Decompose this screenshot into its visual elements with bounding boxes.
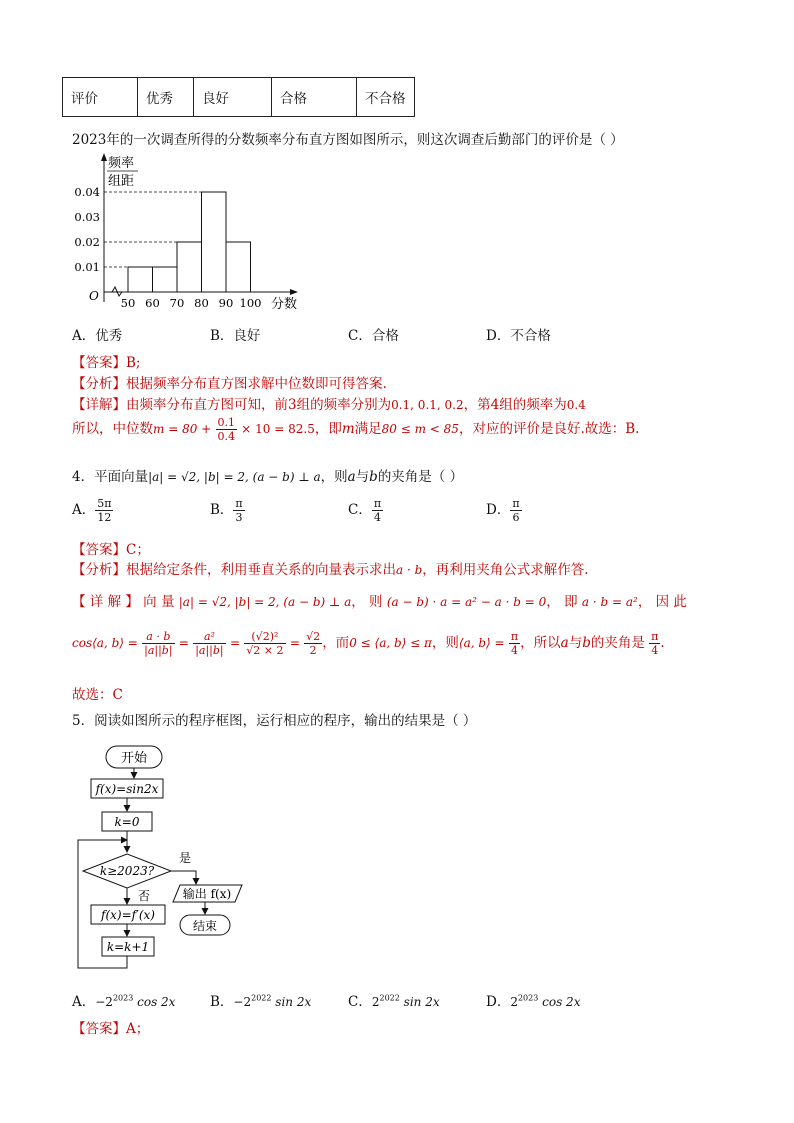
detail-math: 0.4 — [566, 398, 586, 412]
histogram-bar-70-80 — [177, 242, 202, 292]
fraction-numerator: π — [512, 497, 520, 510]
table-cell: 优秀 — [138, 78, 194, 117]
option-label: A． — [72, 994, 96, 1010]
fraction — [509, 630, 520, 657]
option-math: sin 2x — [399, 995, 440, 1009]
equals-sign: = — [178, 636, 189, 650]
detail-math: b — [582, 635, 591, 651]
question-5-stem: 5．阅读如图所示的程序框图，运行相应的程序，输出的结果是（ ） — [72, 713, 477, 729]
analysis-text: 根据频率分布直方图求解中位数即可得答案. — [126, 376, 387, 392]
detail-text: ， 即 — [546, 594, 578, 610]
equals-sign: = — [229, 636, 240, 650]
fraction-numerator: π — [510, 630, 519, 643]
detail-text: ，则 — [431, 635, 459, 651]
detail-math: |a| = √2, |b| = 2, (a − b) ⊥ a — [178, 595, 352, 609]
q4-option-d — [486, 497, 522, 524]
x-tick-label: 70 — [169, 296, 185, 310]
detail-text: 向 量 — [143, 594, 175, 610]
detail-math: m — [341, 421, 355, 437]
y-label-top: 频率 — [108, 156, 135, 171]
option-label: B． — [210, 994, 234, 1010]
fraction — [142, 630, 174, 657]
flow-no-label: 否 — [138, 889, 151, 903]
flow-end-label: 结束 — [192, 919, 218, 933]
stem-text: ，则 — [320, 469, 348, 485]
q5-option-c — [348, 990, 440, 1010]
flow-yes-label: 是 — [179, 851, 192, 865]
detail-math: cos⟨a, b⟩ = — [72, 636, 138, 650]
fraction-denominator: |a||b| — [144, 644, 173, 657]
q5-option-d — [486, 990, 580, 1010]
flow-start-label: 开始 — [120, 751, 148, 766]
histogram-bar-80-90 — [202, 192, 227, 292]
q4-answer — [72, 538, 150, 558]
table-cell: 评价 — [63, 78, 138, 117]
answer-value: B; — [126, 355, 141, 371]
q3-answer — [72, 351, 140, 371]
fraction — [216, 416, 238, 443]
detail-math: 0.1, 0.1, 0.2 — [391, 398, 464, 412]
x-tick-label: 50 — [120, 296, 136, 310]
option-math: −2 — [95, 995, 113, 1009]
fraction-numerator: a · b — [142, 630, 174, 644]
q3-option-c: C．合格 — [348, 328, 399, 344]
flow-define-f-label: f(x)=sin2x — [95, 782, 159, 796]
q3-option-d: D．不合格 — [486, 328, 551, 344]
flow-increment-label: k=k+1 — [106, 940, 150, 954]
fraction — [304, 630, 322, 657]
q3-analysis — [72, 372, 387, 392]
option-exponent: 2022 — [379, 993, 400, 1003]
origin-label: O — [89, 289, 99, 303]
option-math: −2 — [233, 995, 252, 1009]
q3-detail-line-1 — [72, 393, 586, 413]
q5-answer — [72, 1017, 149, 1037]
analysis-math: a · b — [396, 563, 423, 577]
fraction-numerator: π — [373, 497, 382, 510]
fraction — [510, 497, 521, 524]
fraction-numerator: a² — [193, 630, 225, 644]
detail-text: ，所以 — [520, 635, 561, 651]
option-math: sin 2x — [271, 995, 312, 1009]
detail-text: 组的频率分别为 — [296, 397, 392, 413]
y-label-bottom: 组距 — [108, 174, 135, 189]
y-tick-label: 0.01 — [74, 260, 100, 274]
answer-value: A； — [126, 1021, 150, 1037]
q5-option-b — [210, 990, 311, 1010]
detail-text: ，第 — [463, 397, 491, 413]
stem-math: a — [347, 469, 356, 485]
option-label: C． — [348, 994, 372, 1010]
option-math: 2 — [510, 995, 518, 1009]
detail-text: ，即 — [314, 421, 342, 437]
flow-arrow-yes — [171, 871, 196, 884]
q5-option-a — [72, 990, 175, 1010]
q3-option-a: A．优秀 — [72, 328, 123, 344]
fraction-denominator: 4 — [373, 511, 381, 524]
table-row — [63, 78, 415, 117]
fraction-numerator: 0.1 — [217, 416, 235, 429]
question-4-stem — [72, 465, 463, 485]
q4-detail-line-2 — [72, 630, 665, 657]
q3-option-b: B．良好 — [210, 328, 261, 344]
analysis-label: 【分析】 — [72, 376, 126, 392]
fraction — [95, 497, 113, 524]
option-label: A． — [72, 502, 96, 518]
question-3-stem: 2023年的一次调查所得的分数频率分布直方图如图所示，则这次调查后勤部门的评价是（ ） — [72, 132, 624, 148]
q4-analysis — [72, 558, 589, 578]
detail-math: 0 ≤ ⟨a, b⟩ ≤ π — [349, 636, 432, 650]
detail-math: 80 ≤ m < 85 — [381, 422, 459, 436]
detail-text: 3 — [288, 397, 297, 413]
option-exponent: 2023 — [517, 993, 539, 1003]
fraction-denominator: 2 — [309, 644, 317, 657]
q4-option-a — [72, 497, 113, 524]
flowchart — [72, 740, 262, 976]
q3-detail-line-2 — [72, 416, 639, 443]
detail-text: 所以，中位数 — [72, 421, 153, 437]
analysis-text: 根据给定条件，利用垂直关系的向量表示求出 — [126, 562, 396, 578]
option-math: cos 2x — [133, 995, 176, 1009]
x-tick-label: 80 — [194, 296, 209, 310]
x-tick-label: 90 — [218, 296, 234, 310]
detail-label: 【详解】 — [72, 397, 126, 413]
grade-table — [62, 77, 415, 117]
option-label: D． — [486, 502, 511, 518]
y-tick-label: 0.02 — [74, 235, 100, 249]
flow-condition-label: k≥2023? — [99, 864, 155, 878]
detail-math: ⟨a, b⟩ = — [458, 636, 505, 650]
flow-derivative-label: f(x)=f′(x) — [101, 908, 155, 922]
detail-text: 组的频率为 — [499, 397, 567, 413]
fraction-denominator: |a||b| — [195, 644, 224, 657]
fraction-denominator: √2 × 2 — [246, 644, 284, 657]
detail-text: ，而 — [322, 635, 350, 651]
option-math: cos 2x — [538, 995, 581, 1009]
answer-label: 【答案】 — [72, 355, 126, 371]
detail-math: (a − b) · a = a² − a · b = 0 — [386, 595, 547, 609]
stem-text: 与 — [355, 469, 370, 485]
detail-text: ，对应的评价是良好.故选：B. — [458, 421, 640, 437]
fraction-denominator: 4 — [511, 644, 519, 657]
option-label: B． — [210, 502, 234, 518]
fraction — [193, 630, 225, 657]
detail-math: a · b = a² — [581, 595, 638, 609]
option-exponent: 2022 — [251, 993, 272, 1003]
table-cell: 合格 — [272, 78, 357, 117]
q4-option-c — [348, 497, 383, 524]
flow-k-init-label: k=0 — [114, 815, 140, 829]
fraction-denominator: 4 — [651, 644, 659, 657]
histogram-bar-60-70 — [153, 267, 178, 292]
detail-text: 满足 — [354, 421, 382, 437]
fraction-denominator: 6 — [512, 511, 520, 524]
fraction — [233, 497, 244, 524]
fraction-numerator: π — [651, 630, 659, 643]
x-axis-arrow — [290, 289, 298, 295]
detail-label: 【 详 解 】 — [72, 594, 139, 610]
flow-output-label: 输出 f(x) — [182, 887, 232, 901]
detail-math: a — [560, 635, 569, 651]
stem-text: 的夹角是（ ） — [377, 469, 464, 485]
table-cell: 良好 — [194, 78, 272, 117]
detail-math: m = 80 + — [153, 422, 212, 436]
fraction-denominator: 0.4 — [217, 430, 235, 443]
detail-text: 4 — [490, 397, 500, 413]
answer-value: C； — [126, 542, 150, 558]
answer-label: 【答案】 — [72, 542, 126, 558]
q4-choose: 故选：C — [72, 687, 123, 703]
detail-text: 的夹角是 — [590, 635, 645, 651]
option-label: C． — [348, 502, 372, 518]
analysis-text: ，再利用夹角公式求解作答. — [422, 562, 589, 578]
analysis-label: 【分析】 — [72, 562, 126, 578]
fraction-numerator: π — [235, 497, 243, 510]
option-label: D． — [486, 994, 511, 1010]
fraction-numerator: 5π — [97, 497, 112, 510]
histogram-chart — [74, 150, 320, 315]
option-math: 2 — [371, 995, 380, 1009]
option-exponent: 2023 — [112, 993, 134, 1003]
y-tick-label: 0.04 — [74, 185, 100, 199]
x-tick-label: 60 — [145, 296, 160, 310]
stem-math: |a| = √2, |b| = 2, (a − b) ⊥ a — [148, 470, 321, 484]
stem-text: 4．平面向量 — [72, 469, 149, 485]
fraction — [649, 630, 660, 657]
fraction-denominator: 3 — [235, 511, 243, 524]
x-axis-label: 分数 — [271, 297, 298, 312]
detail-text: ， 则 — [351, 594, 383, 610]
fraction — [244, 630, 285, 657]
y-tick-label: 0.03 — [74, 210, 100, 224]
answer-label: 【答案】 — [72, 1021, 126, 1037]
detail-text: 由频率分布直方图可知，前 — [126, 397, 288, 413]
q4-detail-line-1 — [72, 590, 732, 610]
detail-text: . — [660, 635, 665, 651]
fraction — [372, 497, 383, 524]
table-cell: 不合格 — [357, 78, 415, 117]
histogram-bar-50-60 — [128, 267, 153, 292]
fraction-numerator: (√2)² — [244, 630, 285, 644]
stem-math: b — [369, 469, 378, 485]
x-tick-label: 100 — [239, 296, 262, 310]
fraction-denominator: 12 — [97, 511, 112, 524]
detail-math: × 10 = 82.5 — [241, 422, 315, 436]
fraction-numerator: √2 — [306, 630, 321, 643]
y-axis-arrow — [101, 153, 107, 161]
detail-text: ， 因 此 — [637, 594, 687, 610]
detail-text: 与 — [568, 635, 583, 651]
equals-sign: = — [289, 636, 300, 650]
q4-option-b — [210, 497, 245, 524]
histogram-bar-90-100 — [226, 242, 251, 292]
